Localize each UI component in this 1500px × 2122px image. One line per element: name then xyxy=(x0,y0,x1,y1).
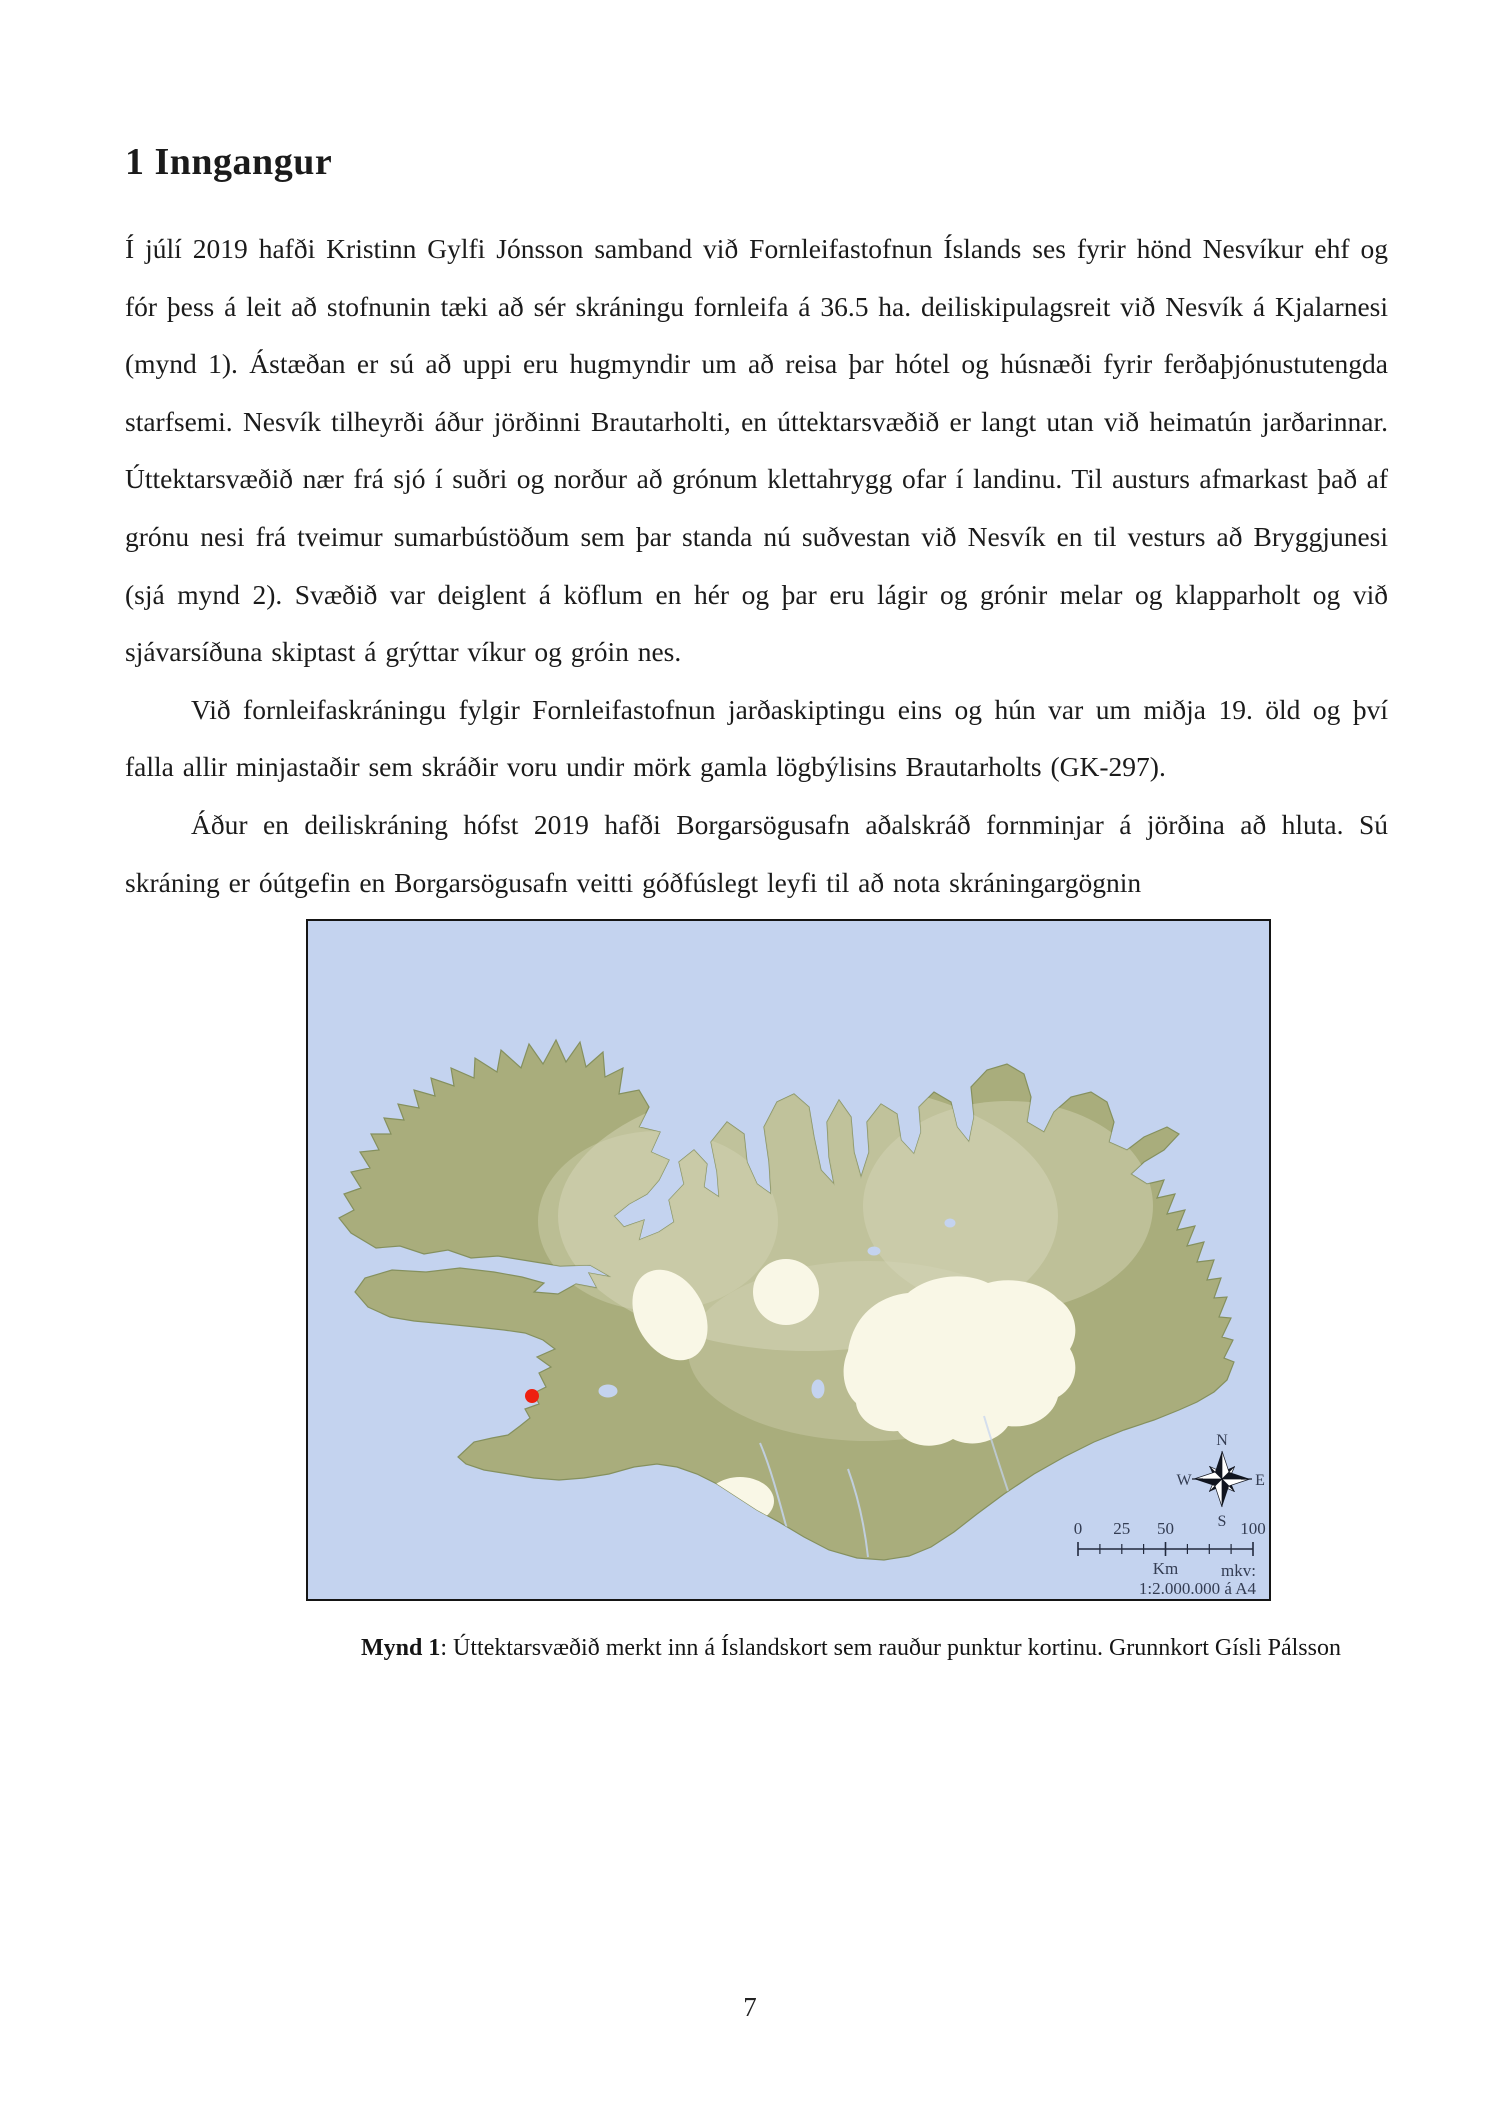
scale-note-mkv: mkv: xyxy=(1221,1561,1256,1581)
scale-unit-label: Km xyxy=(1152,1559,1179,1579)
survey-location-marker xyxy=(525,1389,539,1403)
map-frame xyxy=(306,919,1271,1601)
figure-caption-label: Mynd 1 xyxy=(361,1635,441,1662)
paragraph-2: Við fornleifaskráningu fylgir Fornleifastofnun jarðaskiptingu eins og hún var um miðja 19. öld og því falla allir minjastaðir sem skráðir voru undir mörk gamla lögbýlisins Brautarholts (GK-297). xyxy=(125,693,1388,783)
paragraph-1: Í júlí 2019 hafði Kristinn Gylfi Jónsson samband við Fornleifastofnun Íslands ses fyrir hönd Nesvíkur ehf og fór þess á leit að stofnunin tæki að sér skráningu fornleifa á 36.5 ha. deiliskipulagsreit við Nesvík á Kjalarnesi (mynd 1). Ástæðan er sú að uppi eru hugmyndir um að reisa þar hótel og húsnæði fyrir ferðaþjónustutengda starfsemi. Nesvík tilheyrði áður jörðinni Brautarholti, en úttektarsvæðið er langt utan við heimatún jarðarinnar. Úttektarsvæðið nær frá sjó í suðri og norður að grónum klettahrygg ofar í landinu. Til austurs afmarkast það af grónu nesi frá tveimur sumarbústöðum sem þar standa nú suðvestan við Nesvík en til vesturs að Bryggjunesi (sjá mynd 2). Svæðið var deiglent á köflum en hér og þar eru lágir og grónir melar og klapparholt og við sjávarsíðuna skiptast á grýttar víkur og gróin nes. xyxy=(125,233,1388,668)
glacier-hofsjokull xyxy=(753,1259,819,1325)
scale-label-25: 25 xyxy=(1113,1519,1131,1539)
scale-note-ratio: 1:2.000.000 á A4 xyxy=(1138,1579,1256,1599)
page-number: 7 xyxy=(743,1992,757,2022)
compass-label-west: W xyxy=(1176,1472,1192,1490)
paragraph-3: Áður en deiliskráning hófst 2019 hafði Borgarsögusafn aðalskráð fornminjar á jörðina að hluta. Sú skráning er óútgefin en Borgarsögusafn veitti góðfúslegt leyfi til að nota skráningargögnin xyxy=(125,808,1388,898)
scale-label-0: 0 xyxy=(1073,1519,1083,1539)
body-text xyxy=(125,220,1388,911)
section-heading: 1 Inngangur xyxy=(125,141,333,183)
scale-label-100: 100 xyxy=(1240,1519,1266,1539)
figure-caption xyxy=(306,1631,1396,1666)
compass-label-north: N xyxy=(1216,1432,1228,1450)
figure-iceland-map xyxy=(306,919,1341,1666)
compass-label-east: E xyxy=(1255,1472,1265,1490)
compass-label-south: S xyxy=(1217,1513,1227,1531)
figure-caption-text: : Úttektarsvæðið merkt inn á Íslandskort sem rauður punktur kortinu. Grunnkort Gísli Pálsson xyxy=(440,1635,1341,1662)
iceland-map-svg xyxy=(308,921,1269,1599)
scale-label-50: 50 xyxy=(1157,1519,1174,1539)
